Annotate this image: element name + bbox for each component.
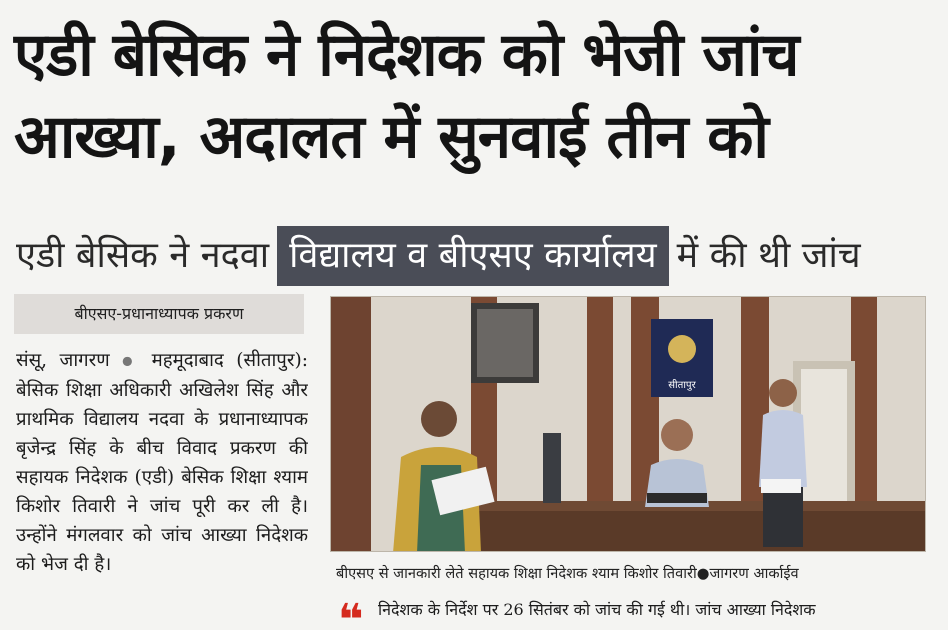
headline: एडी बेसिक ने निदेशक को भेजी जांच आख्या, अदालत में सुनवाई तीन को	[14, 20, 799, 172]
subhead-before: एडी बेसिक ने नदवा	[16, 235, 270, 276]
article-body-left	[16, 346, 308, 630]
photo-caption: बीएसए से जानकारी लेते सहायक शिक्षा निदेशक श्याम किशोर तिवारी●जागरण आर्काईव	[336, 565, 799, 582]
bullet-icon: ●	[122, 353, 140, 368]
board-label: सीतापुर	[668, 380, 696, 391]
subhead-after: में की थी जांच	[676, 235, 861, 276]
dateline: महमूदाबाद (सीतापुर):	[151, 350, 308, 371]
subhead-highlight: विद्यालय व बीएसए कार्यालय	[277, 226, 668, 286]
quote-mark-icon: ❝	[338, 595, 364, 630]
office-scene-image	[331, 297, 926, 552]
subheadline	[16, 226, 936, 286]
byline: संसू, जागरण	[16, 350, 110, 371]
news-photo	[330, 296, 926, 552]
body-left-text: बेसिक शिक्षा अधिकारी अखिलेश सिंह और प्राथमिक विद्यालय नदवा के प्रधानाध्यापक बृजेन्द्र सिंह के बीच विवाद प्रकरण की सहायक निदेशक (एडी) बेसिक शिक्षा श्याम किशोर तिवारी ने जांच पूरी कर ली है। उन्होंने मंगलवार को जांच आख्या निदेशक को भेज दी है।	[16, 379, 308, 575]
category-tag: बीएसए-प्रधानाध्यापक प्रकरण	[14, 294, 304, 334]
article-body-right: निदेशक के निर्देश पर 26 सितंबर को जांच की गई थी। जांच आख्या निदेशक	[378, 600, 816, 619]
